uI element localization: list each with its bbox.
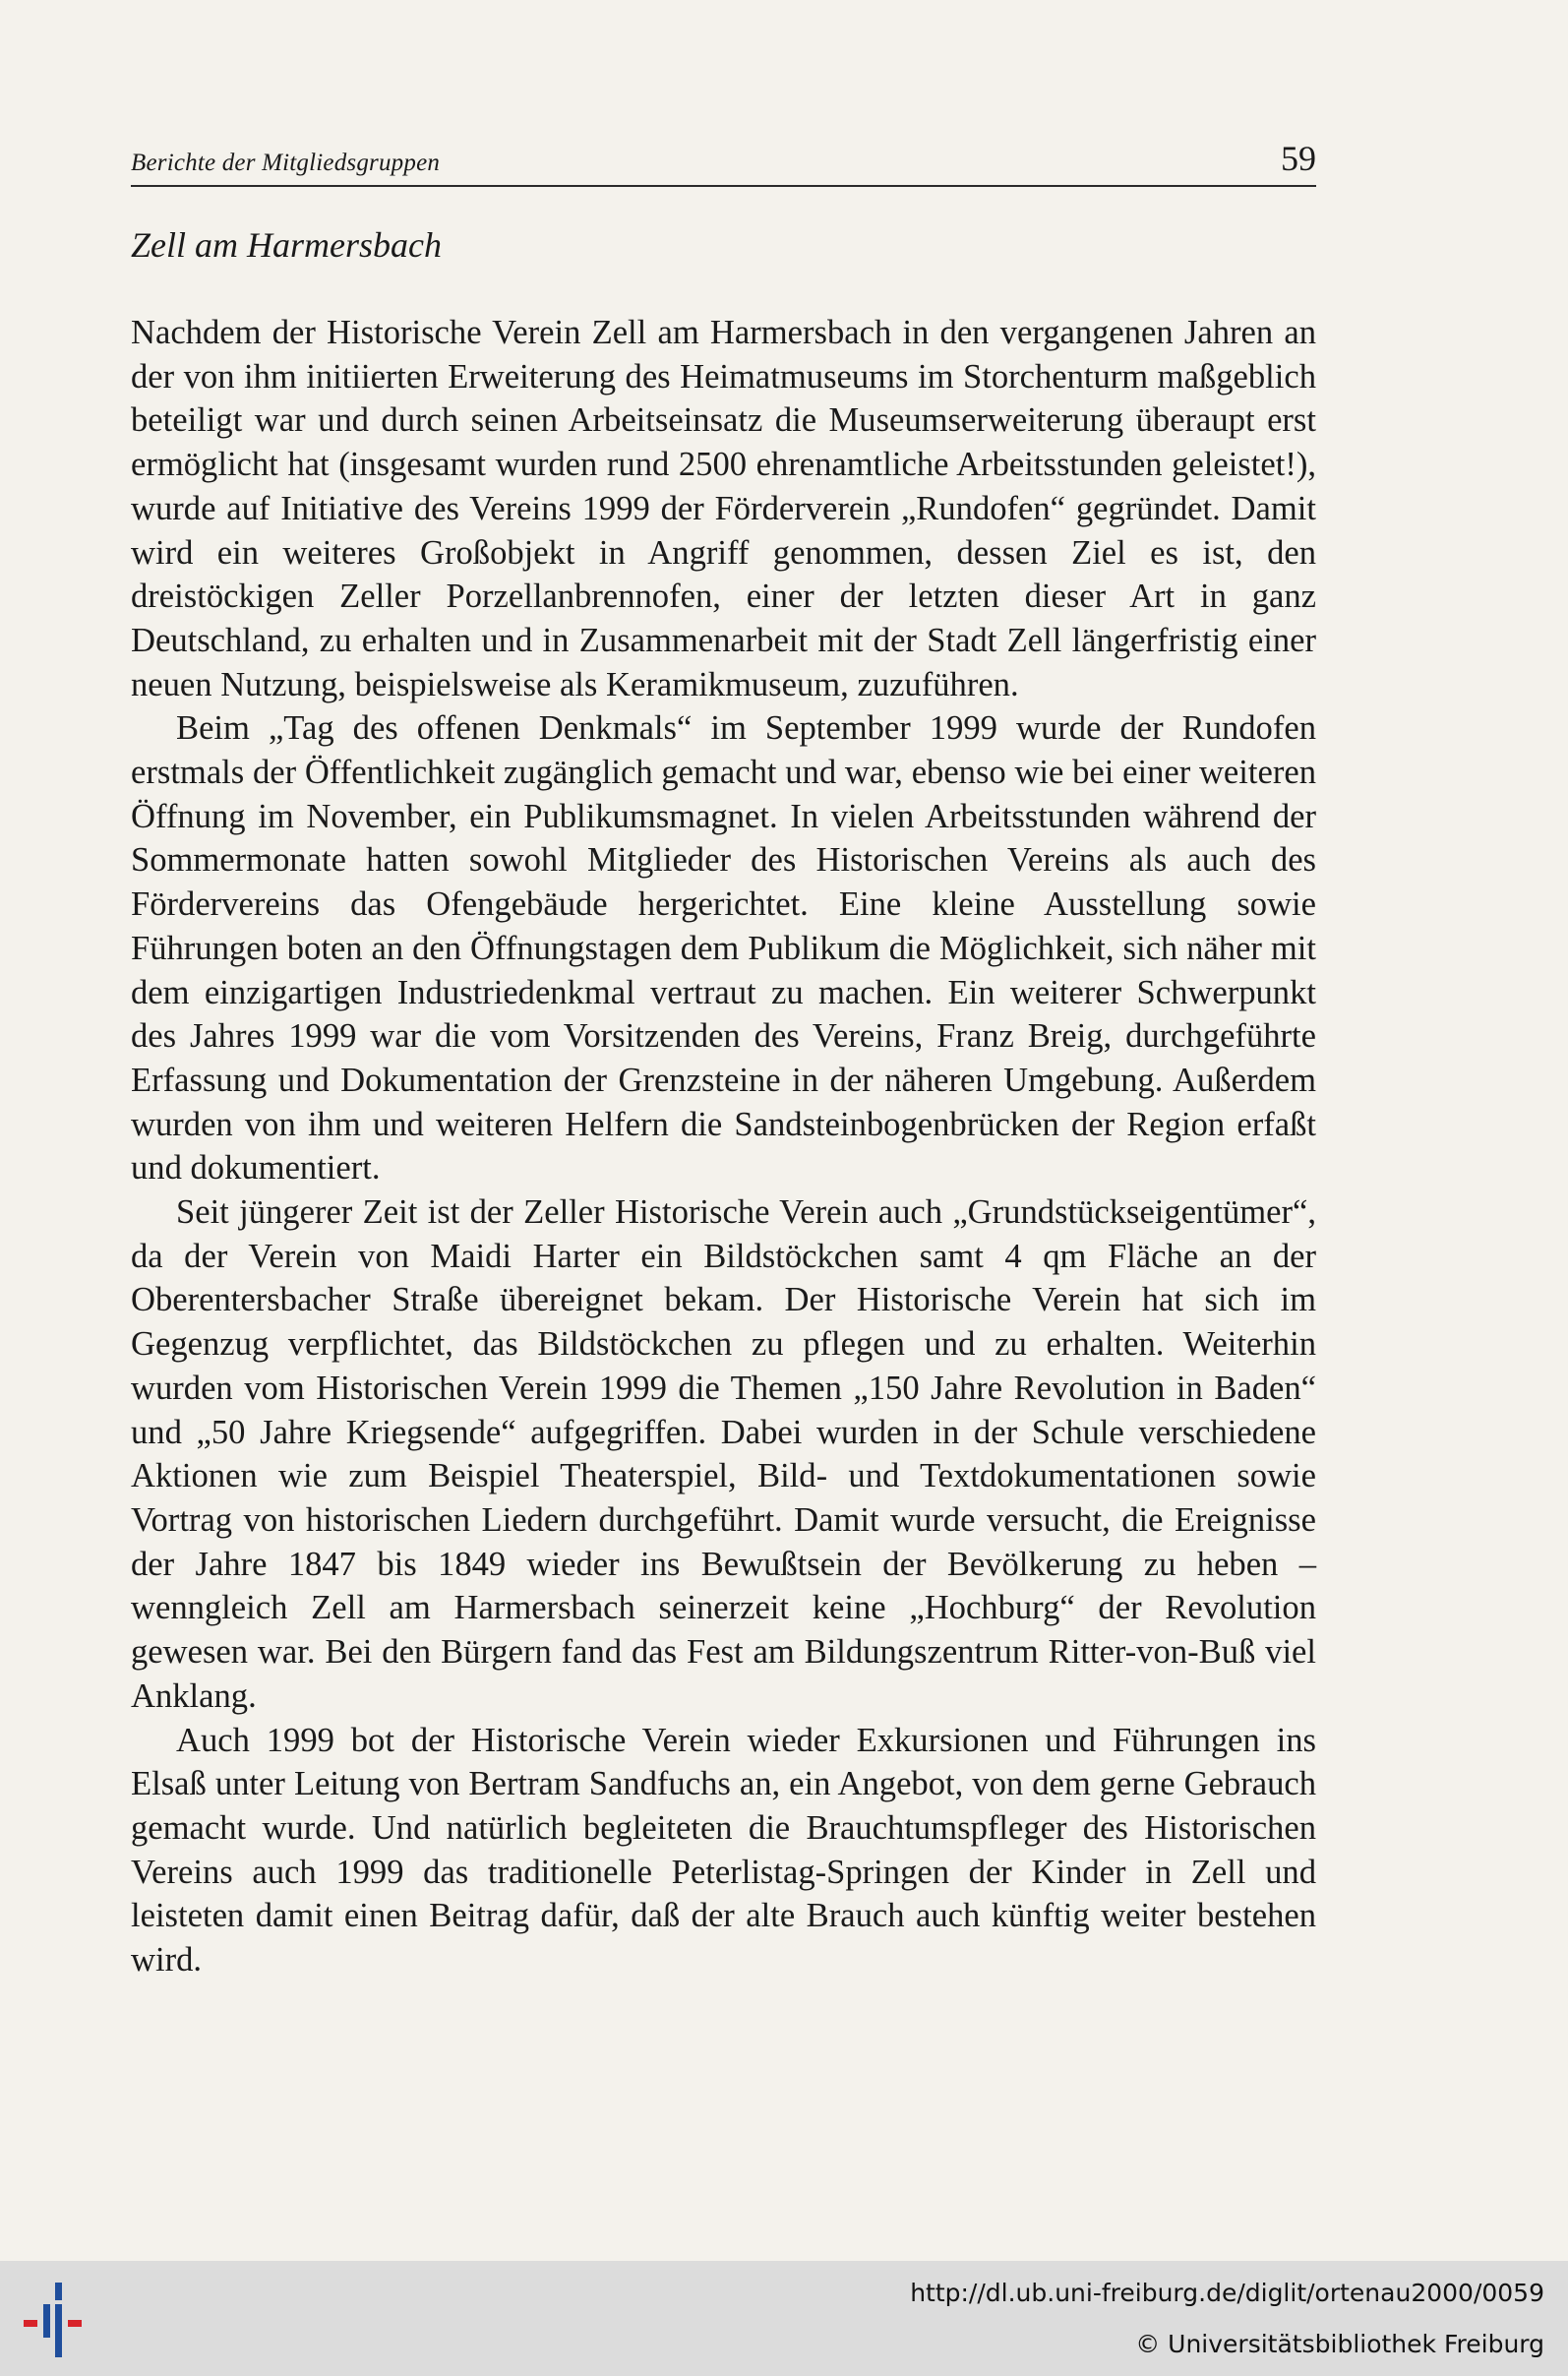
article-body: [131, 311, 1316, 1982]
page-number: 59: [1281, 139, 1316, 178]
copyright-notice: © Universitätsbibliothek Freiburg: [1135, 2330, 1544, 2358]
paragraph: Seit jüngerer Zeit ist der Zeller Historische Verein auch „Grundstückseigentümer“, da der Verein von Maidi Harter ein Bildstöckchen samt 4 qm Fläche an der Oberentersbacher Straße übereignet bekam. Der Historische Verein hat sich im Gegenzug verpflichtet, das Bildstöckchen zu pflegen und zu erhalten. Weiterhin wurden vom Historischen Verein 1999 die Themen „150 Jahre Revolution in Baden“ und „50 Jahre Kriegsende“ aufgegriffen. Dabei wurden in der Schule verschiedene Aktionen wie zum Beispiel Theaterspiel, Bild- und Textdokumentationen sowie Vortrag von historischen Liedern durchgeführt. Damit wurde versucht, die Ereignisse der Jahre 1847 bis 1849 wieder ins Bewußtsein der Bevölkerung zu heben – wenngleich Zell am Harmersbach seinerzeit keine „Hochburg“ der Revolution gewesen war. Bei den Bürgern fand das Fest am Bildungszentrum Ritter-von-Buß viel Anklang.: [131, 1193, 1316, 1715]
paragraph: Auch 1999 bot der Historische Verein wieder Exkursionen und Führungen ins Elsaß unter Leitung von Bertram Sandfuchs an, ein Angebot, von dem gerne Gebrauch gemacht wurde. Und natürlich begleiteten die Brauchtumspfleger des Historischen Vereins auch 1999 das traditionelle Peterlistag-Springen der Kinder in Zell und leisteten damit einen Beitrag dafür, daß der alte Brauch auch künftig weiter bestehen wird.: [131, 1721, 1316, 1980]
digitization-footer: [0, 2261, 1568, 2376]
source-url-link[interactable]: http://dl.ub.uni-freiburg.de/diglit/ortenau2000/0059: [910, 2279, 1544, 2307]
paragraph: Nachdem der Historische Verein Zell am Harmersbach in den vergangenen Jahren an der von ihm initiierten Erweiterung des Heimatmuseums im Storchenturm maßgeblich beteiligt war und durch seinen Arbeitseinsatz die Museumserweiterung überaupt erst ermöglicht hat (insgesamt wurden rund 2500 ehrenamtliche Arbeitsstunden geleistet!), wurde auf Initiative des Vereins 1999 der Förderverein „Rundofen“ gegründet. Damit wird ein weiteres Großobjekt in Angriff genommen, dessen Ziel es ist, den dreistöckigen Zeller Porzellanbrennofen, einer der letzten dieser Art in ganz Deutschland, zu erhalten und in Zusammenarbeit mit der Stadt Zell längerfristig einer neuen Nutzung, beispielsweise als Keramikmuseum, zuzuführen.: [131, 314, 1316, 703]
running-head-section: Berichte der Mitgliedsgruppen: [131, 150, 441, 176]
paragraph: Beim „Tag des offenen Denkmals“ im September 1999 wurde der Rundofen erstmals der Öffentlichkeit zugänglich gemacht und war, ebenso wie bei einer weiteren Öffnung im November, ein Publikumsmagnet. In vielen Arbeitsstunden während der Sommermonate hatten sowohl Mitglieder des Historischen Vereins als auch des Fördervereins das Ofengebäude hergerichtet. Eine kleine Ausstellung sowie Führungen boten an den Öffnungstagen dem Publikum die Möglichkeit, sich näher mit dem einzigartigen Industriedenkmal vertraut zu machen. Ein weiterer Schwerpunkt des Jahres 1999 war die vom Vorsitzenden des Vereins, Franz Breig, durchgeführte Erfassung und Dokumentation der Grenzsteine in der näheren Umgebung. Außerdem wurden von ihm und weiteren Helfern die Sandsteinbogenbrücken der Region erfaßt und dokumentiert.: [131, 709, 1316, 1188]
article-title: Zell am Harmersbach: [131, 225, 442, 265]
running-head: [131, 138, 1316, 187]
ub-freiburg-logo-icon: [22, 2281, 100, 2359]
